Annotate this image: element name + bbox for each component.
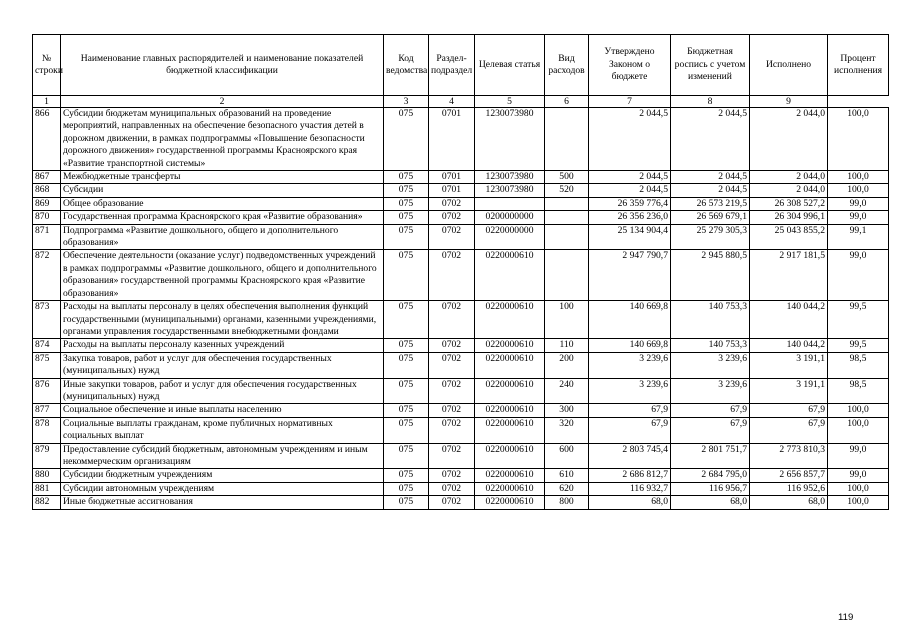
budget-execution-table (32, 34, 889, 510)
revised-amount: 67,9 (671, 417, 750, 443)
column-number: 9 (750, 96, 828, 108)
percent-executed: 100,0 (828, 417, 889, 443)
row-number: 872 (33, 250, 61, 301)
target-article: 0220000000 (475, 224, 545, 250)
executed-amount: 2 044,0 (750, 184, 828, 197)
percent-executed: 99,1 (828, 224, 889, 250)
header-executed: Исполнено (750, 35, 828, 96)
revised-amount: 140 753,3 (671, 339, 750, 352)
executed-amount: 67,9 (750, 417, 828, 443)
expense-type: 610 (545, 469, 589, 482)
approved-amount: 2 044,5 (589, 184, 671, 197)
column-number: 3 (384, 96, 429, 108)
percent-executed: 100,0 (828, 482, 889, 495)
column-number: 7 (589, 96, 671, 108)
row-number: 876 (33, 378, 61, 404)
approved-amount: 67,9 (589, 417, 671, 443)
expense-type: 800 (545, 496, 589, 509)
table-row (33, 250, 889, 301)
header-approved: Утверждено Законом о бюджете (589, 35, 671, 96)
executed-amount: 67,9 (750, 404, 828, 417)
row-name: Государственная программа Красноярского края «Развитие образования» (61, 211, 384, 224)
approved-amount: 2 947 790,7 (589, 250, 671, 301)
expense-type: 240 (545, 378, 589, 404)
revised-amount: 2 044,5 (671, 108, 750, 171)
table-row (33, 197, 889, 210)
approved-amount: 2 044,5 (589, 108, 671, 171)
target-article: 1230073980 (475, 171, 545, 184)
row-number: 874 (33, 339, 61, 352)
percent-executed: 100,0 (828, 108, 889, 171)
column-number: 4 (429, 96, 475, 108)
target-article: 0220000610 (475, 378, 545, 404)
revised-amount: 3 239,6 (671, 378, 750, 404)
row-number: 868 (33, 184, 61, 197)
table-row (33, 404, 889, 417)
row-name: Расходы на выплаты персоналу в целях обеспечения выполнения функций государственными (муниципальными) органами, казенными учреждениями, органами управления государственными внебюджетными фондами (61, 301, 384, 339)
expense-type (545, 108, 589, 171)
expense-type: 320 (545, 417, 589, 443)
row-number: 879 (33, 443, 61, 469)
approved-amount: 3 239,6 (589, 378, 671, 404)
percent-executed: 100,0 (828, 184, 889, 197)
dept-code: 075 (384, 417, 429, 443)
target-article: 1230073980 (475, 108, 545, 171)
percent-executed: 98,5 (828, 352, 889, 378)
dept-code: 075 (384, 482, 429, 495)
section-code: 0702 (429, 417, 475, 443)
row-number: 867 (33, 171, 61, 184)
revised-amount: 2 044,5 (671, 171, 750, 184)
target-article: 0220000610 (475, 404, 545, 417)
expense-type: 300 (545, 404, 589, 417)
revised-amount: 2 801 751,7 (671, 443, 750, 469)
row-number: 877 (33, 404, 61, 417)
percent-executed: 99,0 (828, 469, 889, 482)
revised-amount: 3 239,6 (671, 352, 750, 378)
section-code: 0702 (429, 211, 475, 224)
executed-amount: 68,0 (750, 496, 828, 509)
target-article (475, 197, 545, 210)
column-number-row (33, 96, 889, 108)
column-number: 2 (61, 96, 384, 108)
expense-type: 100 (545, 301, 589, 339)
dept-code: 075 (384, 197, 429, 210)
percent-executed: 99,0 (828, 197, 889, 210)
table-row (33, 417, 889, 443)
column-number: 8 (671, 96, 750, 108)
dept-code: 075 (384, 211, 429, 224)
dept-code: 075 (384, 184, 429, 197)
approved-amount: 3 239,6 (589, 352, 671, 378)
expense-type: 620 (545, 482, 589, 495)
revised-amount: 2 684 795,0 (671, 469, 750, 482)
target-article: 0200000000 (475, 211, 545, 224)
row-number: 870 (33, 211, 61, 224)
row-number: 869 (33, 197, 61, 210)
table-row (33, 224, 889, 250)
section-code: 0702 (429, 378, 475, 404)
header-percent: Процент исполнения (828, 35, 889, 96)
executed-amount: 140 044,2 (750, 301, 828, 339)
row-number: 882 (33, 496, 61, 509)
section-code: 0702 (429, 197, 475, 210)
approved-amount: 2 803 745,4 (589, 443, 671, 469)
dept-code: 075 (384, 301, 429, 339)
executed-amount: 140 044,2 (750, 339, 828, 352)
target-article: 0220000610 (475, 339, 545, 352)
approved-amount: 140 669,8 (589, 339, 671, 352)
expense-type (545, 211, 589, 224)
executed-amount: 2 044,0 (750, 108, 828, 171)
row-name: Обеспечение деятельности (оказание услуг) подведомственных учреждений в рамках подпрограммы «Развитие дошкольного, общего и дополнительного образования» государственной программы Красноярского края «Развитие образования» (61, 250, 384, 301)
executed-amount: 2 773 810,3 (750, 443, 828, 469)
approved-amount: 116 932,7 (589, 482, 671, 495)
target-article: 0220000610 (475, 250, 545, 301)
table-row (33, 443, 889, 469)
row-name: Расходы на выплаты персоналу казенных учреждений (61, 339, 384, 352)
dept-code: 075 (384, 443, 429, 469)
row-name: Социальные выплаты гражданам, кроме публичных нормативных социальных выплат (61, 417, 384, 443)
percent-executed: 99,5 (828, 339, 889, 352)
approved-amount: 26 356 236,0 (589, 211, 671, 224)
expense-type: 520 (545, 184, 589, 197)
expense-type (545, 197, 589, 210)
row-number: 881 (33, 482, 61, 495)
table-row (33, 301, 889, 339)
row-name: Социальное обеспечение и иные выплаты населению (61, 404, 384, 417)
percent-executed: 100,0 (828, 496, 889, 509)
expense-type: 110 (545, 339, 589, 352)
dept-code: 075 (384, 339, 429, 352)
revised-amount: 116 956,7 (671, 482, 750, 495)
row-number: 871 (33, 224, 61, 250)
dept-code: 075 (384, 224, 429, 250)
dept-code: 075 (384, 171, 429, 184)
table-row (33, 496, 889, 509)
percent-executed: 99,5 (828, 301, 889, 339)
table-row (33, 211, 889, 224)
section-code: 0702 (429, 404, 475, 417)
header-name: Наименование главных распорядителей и наименование показателей бюджетной классификации (61, 35, 384, 96)
executed-amount: 3 191,1 (750, 378, 828, 404)
section-code: 0702 (429, 352, 475, 378)
table-row (33, 184, 889, 197)
row-name: Иные закупки товаров, работ и услуг для обеспечения государственных (муниципальных) нужд (61, 378, 384, 404)
row-name: Закупка товаров, работ и услуг для обеспечения государственных (муниципальных) нужд (61, 352, 384, 378)
header-revised: Бюджетная роспись с учетом изменений (671, 35, 750, 96)
dept-code: 075 (384, 108, 429, 171)
executed-amount: 26 304 996,1 (750, 211, 828, 224)
dept-code: 075 (384, 469, 429, 482)
target-article: 0220000610 (475, 417, 545, 443)
row-number: 866 (33, 108, 61, 171)
row-name: Субсидии бюджетам муниципальных образований на проведение мероприятий, направленных на обеспечение безопасного участия детей в дорожном движении, в рамках подпрограммы «Повышение безопасности дорожного движения» государственной программы Красноярского края «Развитие транспортной системы» (61, 108, 384, 171)
section-code: 0702 (429, 339, 475, 352)
section-code: 0702 (429, 496, 475, 509)
row-number: 878 (33, 417, 61, 443)
header-expense-type: Вид расходов (545, 35, 589, 96)
target-article: 0220000610 (475, 301, 545, 339)
dept-code: 075 (384, 378, 429, 404)
target-article: 0220000610 (475, 496, 545, 509)
executed-amount: 25 043 855,2 (750, 224, 828, 250)
revised-amount: 68,0 (671, 496, 750, 509)
row-name: Предоставление субсидий бюджетным, автономным учреждениям и иным некоммерческим организациям (61, 443, 384, 469)
section-code: 0702 (429, 443, 475, 469)
revised-amount: 2 044,5 (671, 184, 750, 197)
row-number: 880 (33, 469, 61, 482)
target-article: 1230073980 (475, 184, 545, 197)
table-row (33, 108, 889, 171)
executed-amount: 26 308 527,2 (750, 197, 828, 210)
expense-type: 200 (545, 352, 589, 378)
section-code: 0701 (429, 171, 475, 184)
percent-executed: 99,0 (828, 211, 889, 224)
row-name: Иные бюджетные ассигнования (61, 496, 384, 509)
target-article: 0220000610 (475, 469, 545, 482)
column-number: 1 (33, 96, 61, 108)
row-name: Субсидии бюджетным учреждениям (61, 469, 384, 482)
row-name: Подпрограмма «Развитие дошкольного, общего и дополнительного образования» (61, 224, 384, 250)
row-name: Субсидии (61, 184, 384, 197)
executed-amount: 116 952,6 (750, 482, 828, 495)
section-code: 0701 (429, 184, 475, 197)
percent-executed: 99,0 (828, 443, 889, 469)
table-row (33, 339, 889, 352)
dept-code: 075 (384, 404, 429, 417)
row-name: Межбюджетные трансферты (61, 171, 384, 184)
table-row (33, 469, 889, 482)
row-name: Субсидии автономным учреждениям (61, 482, 384, 495)
approved-amount: 2 686 812,7 (589, 469, 671, 482)
table-row (33, 171, 889, 184)
dept-code: 075 (384, 250, 429, 301)
dept-code: 075 (384, 352, 429, 378)
expense-type (545, 250, 589, 301)
revised-amount: 67,9 (671, 404, 750, 417)
row-name: Общее образование (61, 197, 384, 210)
approved-amount: 140 669,8 (589, 301, 671, 339)
percent-executed: 98,5 (828, 378, 889, 404)
approved-amount: 2 044,5 (589, 171, 671, 184)
section-code: 0702 (429, 224, 475, 250)
revised-amount: 25 279 305,3 (671, 224, 750, 250)
expense-type: 600 (545, 443, 589, 469)
executed-amount: 2 044,0 (750, 171, 828, 184)
table-row (33, 352, 889, 378)
section-code: 0702 (429, 469, 475, 482)
table-row (33, 482, 889, 495)
header-target-article: Целевая статья (475, 35, 545, 96)
target-article: 0220000610 (475, 352, 545, 378)
executed-amount: 2 656 857,7 (750, 469, 828, 482)
header-dept-code: Код ведомства (384, 35, 429, 96)
approved-amount: 67,9 (589, 404, 671, 417)
section-code: 0702 (429, 250, 475, 301)
dept-code: 075 (384, 496, 429, 509)
approved-amount: 26 359 776,4 (589, 197, 671, 210)
section-code: 0702 (429, 301, 475, 339)
target-article: 0220000610 (475, 443, 545, 469)
table-row (33, 378, 889, 404)
approved-amount: 25 134 904,4 (589, 224, 671, 250)
header-section: Раздел-подраздел (429, 35, 475, 96)
header-row-number: № строки (33, 35, 61, 96)
revised-amount: 140 753,3 (671, 301, 750, 339)
page-number: 119 (838, 612, 854, 623)
executed-amount: 3 191,1 (750, 352, 828, 378)
section-code: 0702 (429, 482, 475, 495)
row-number: 875 (33, 352, 61, 378)
revised-amount: 2 945 880,5 (671, 250, 750, 301)
row-number: 873 (33, 301, 61, 339)
percent-executed: 100,0 (828, 404, 889, 417)
expense-type: 500 (545, 171, 589, 184)
target-article: 0220000610 (475, 482, 545, 495)
column-number: 5 (475, 96, 545, 108)
revised-amount: 26 573 219,5 (671, 197, 750, 210)
percent-executed: 100,0 (828, 171, 889, 184)
section-code: 0701 (429, 108, 475, 171)
expense-type (545, 224, 589, 250)
percent-executed: 99,0 (828, 250, 889, 301)
approved-amount: 68,0 (589, 496, 671, 509)
column-number: 6 (545, 96, 589, 108)
executed-amount: 2 917 181,5 (750, 250, 828, 301)
revised-amount: 26 569 679,1 (671, 211, 750, 224)
